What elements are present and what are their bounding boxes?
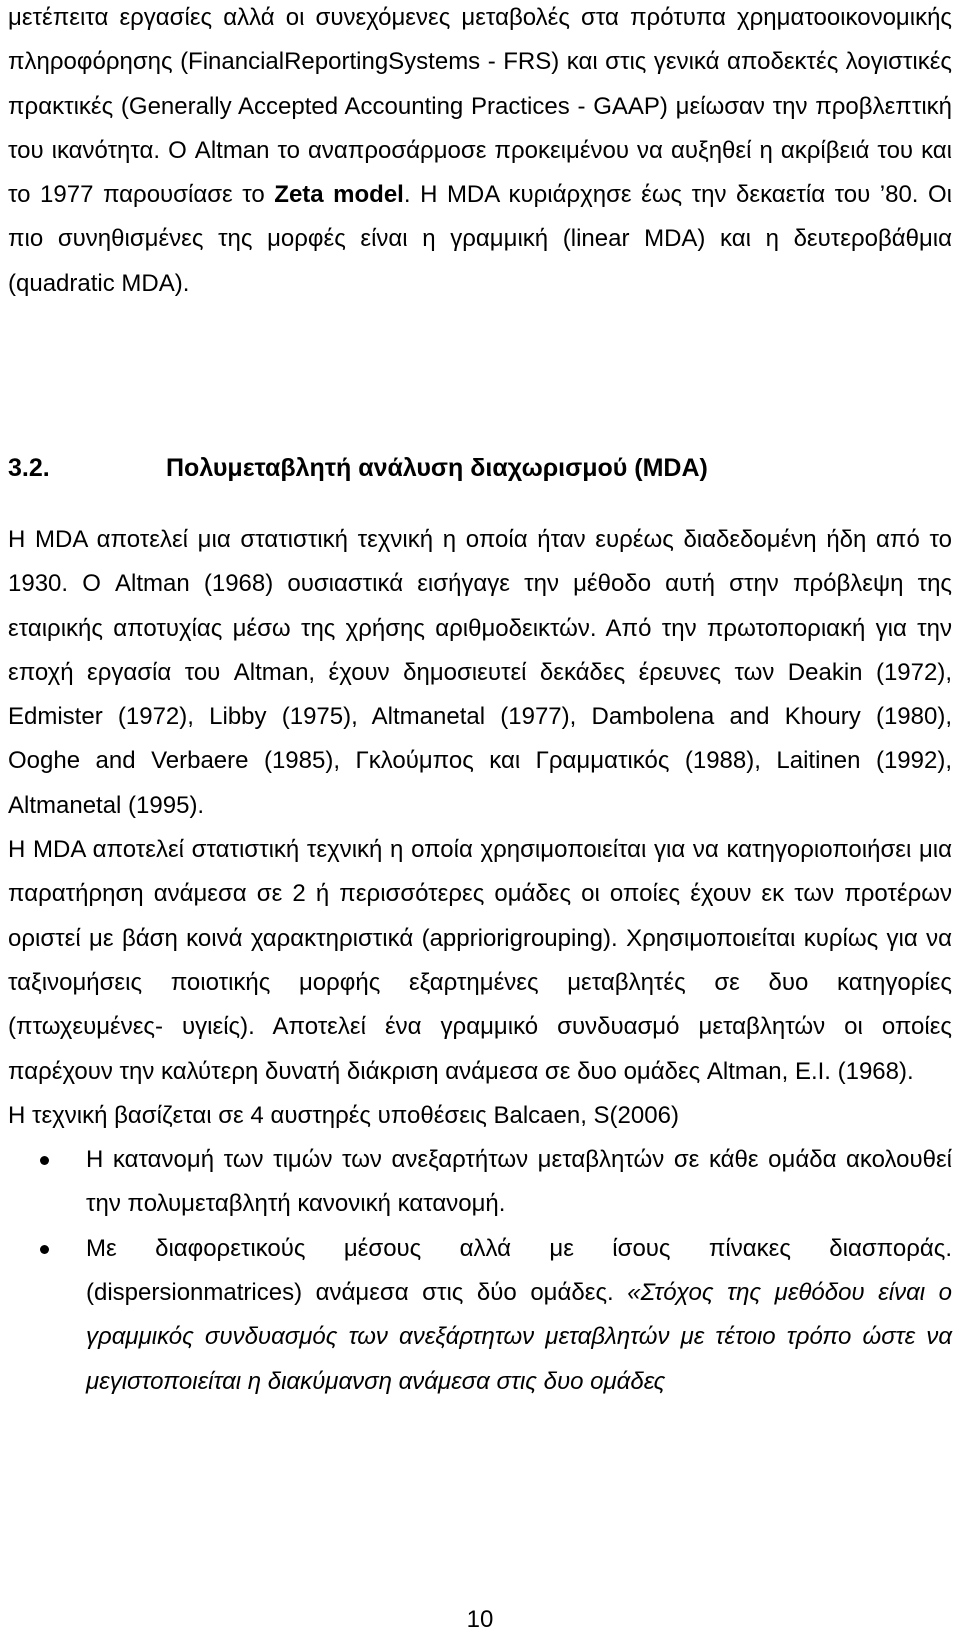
bullet-icon: [40, 1245, 49, 1254]
document-page: [8, 0, 953, 1395]
intro-text: μετέπειτα εργασίες αλλά οι συνεχόμενες μεταβολές στα πρότυπα χρηματοοικονομικής πληροφόρησης (FinancialReportingSystems - FRS) και στις γενικά αποδεκτές λογιστικές πρακτικές (Generally Accepted Accounting Practices - GAAP) μείωσαν την προβλεπτική του ικανότητα. Ο Altman το αναπροσάρμοσε προκειμένου να αυξηθεί η ακρίβειά του και το 1977 παρουσίασε το: [8, 4, 953, 209]
intro-paragraph: [8, 0, 952, 306]
body-paragraph: Η MDA αποτελεί μια στατιστική τεχνική η οποία ήταν ευρέως διαδεδομένη ήδη από το 1930. Ο Altman (1968) ουσιαστικά εισήγαγε την μέθοδο αυτή στην πρόβλεψη της εταιρικής αποτυχίας μέσω της χρήσης αριθμοδεικτών. Από την πρωτοποριακή για την εποχή εργασία του Altman, έχουν δημοσιευτεί δεκάδες έρευνες των Deakin (1972), Edmister (1972), Libby (1975), Altmanetal (1977), Dambolena and Khoury (1980), Ooghe and Verbaere (1985), Γκλούμπος και Γραμματικός (1988), Laitinen (1992), Altmanetal (1995).: [8, 526, 952, 819]
assumption-list: [8, 1138, 952, 1404]
bullet-icon: [40, 1156, 49, 1165]
section-title: Πολυμεταβλητή ανάλυση διαχωρισμού (MDA): [166, 454, 708, 482]
list-item: [8, 1227, 952, 1404]
body-paragraph: Η MDA αποτελεί στατιστική τεχνική η οποία χρησιμοποιείται για να κατηγοριοποιήσει μια παρατήρηση ανάμεσα σε 2 ή περισσότερες ομάδες οι οποίες έχουν εκ των προτέρων οριστεί με βάση κοινά χαρακτηριστικά (appriorigrouping). Χρησιμοποιείται κυρίως για να ταξινομήσεις ποιοτικής μορφής εξαρτημένες μεταβλητές σε δυο κατηγορίες (πτωχευμένες- υγιείς). Αποτελεί ένα γραμμικό συνδυασμό μεταβλητών οι οποίες παρέχουν την καλύτερη δυνατή διάκριση ανάμεσα σε δυο ομάδες Altman, E.I. (1968).: [8, 836, 952, 1085]
section-number: 3.2.: [8, 454, 50, 482]
section-heading: [8, 446, 708, 490]
list-item-text: Η κατανομή των τιμών των ανεξαρτήτων μεταβλητών σε κάθε ομάδα ακολουθεί την πολυμεταβλητή κανονική κατανομή.: [86, 1146, 952, 1218]
list-item-text: Με διαφορετικούς μέσους αλλά με ίσους πίνακες διασποράς. (dispersionmatrices) ανάμεσα στις δύο ομάδες.: [86, 1234, 952, 1307]
page-number: 10: [466, 1606, 494, 1633]
zeta-model-bold: Zeta model: [274, 181, 404, 209]
list-item: [8, 1138, 952, 1227]
intro-text-continued: . Η MDA κυριάρχησε έως την δεκαετία του ’80. Οι πιο συνηθισμένες της μορφές είναι η γραμμική (linear MDA) και η δευτεροβάθμια (quadratic MDA).: [8, 181, 952, 297]
section-body: [8, 518, 952, 1404]
quote-italic: «Στόχος της μεθόδου είναι ο γραμμικός συνδυασμός των ανεξάρτητων μεταβλητών με τέτοιο τρόπο ώστε να μεγιστοποιείται η διακύμανση ανάμεσα στις δυο ομάδες: [86, 1279, 953, 1395]
body-paragraph: Η τεχνική βασίζεται σε 4 αυστηρές υποθέσεις Balcaen, S(2006): [8, 1101, 679, 1129]
